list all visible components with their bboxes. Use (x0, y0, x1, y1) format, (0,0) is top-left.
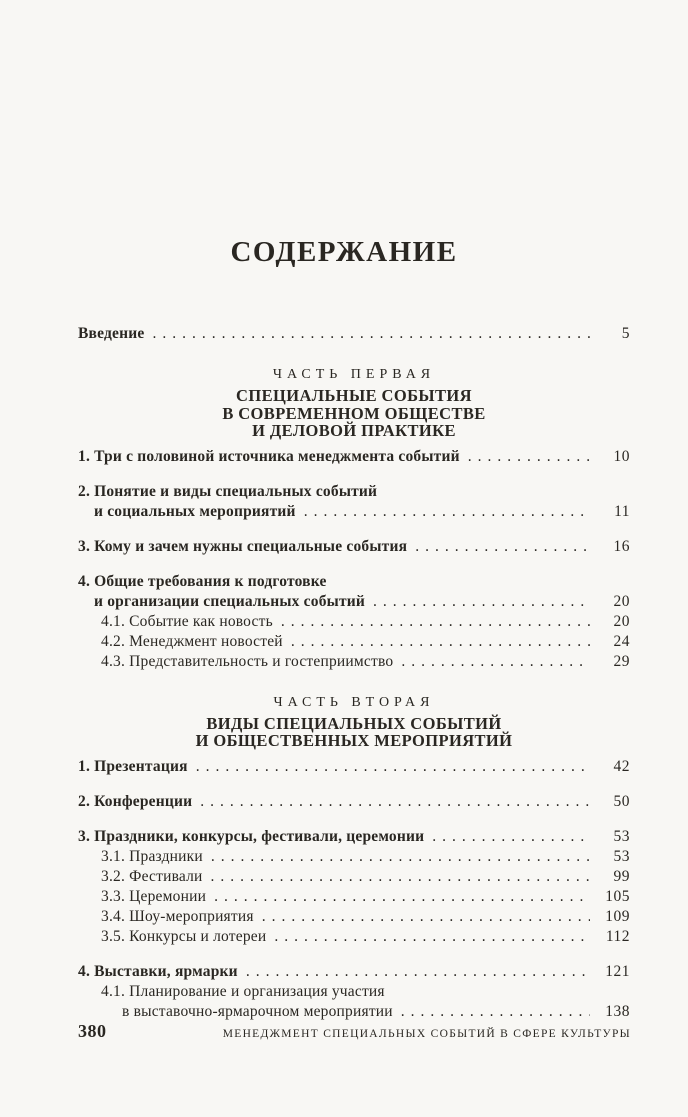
toc-page-number: 53 (613, 827, 630, 845)
part-heading-line: СПЕЦИАЛЬНЫЕ СОБЫТИЯ (236, 386, 472, 405)
dot-leader (401, 652, 590, 672)
toc-page-number: 99 (613, 867, 630, 885)
part-heading-line: В СОВРЕМЕННОМ ОБЩЕСТВЕ (222, 403, 486, 423)
toc-entry (78, 482, 630, 522)
toc-entry (78, 757, 630, 777)
toc-entry-label: 3.1. Праздники (101, 847, 203, 865)
dot-leader (152, 324, 590, 344)
toc-entry-label: 4.3. Представительность и гостеприимство (101, 652, 394, 670)
dot-leader (415, 537, 590, 557)
toc-page-number: 29 (613, 652, 630, 670)
toc-page-number: 138 (605, 1002, 630, 1020)
toc-entry-line (78, 324, 630, 344)
toc-page-number: 53 (613, 847, 630, 865)
toc-entry-label: 3.5. Конкурсы и лотереи (101, 927, 267, 945)
toc-entry (78, 572, 630, 612)
toc-entry-line (78, 592, 630, 612)
toc-entry-label: 1. Презентация (78, 757, 188, 775)
toc-entry-line (78, 927, 630, 947)
toc-entry-line (78, 1002, 630, 1022)
toc-entry-label: 4.1. Событие как новость (101, 612, 273, 630)
toc-entry-line (78, 982, 630, 1002)
toc-entry-label: Введение (78, 325, 145, 342)
part-heading-line: И ОБЩЕСТВЕННЫХ МЕРОПРИЯТИЙ (195, 731, 513, 750)
dot-leader (401, 1002, 590, 1022)
dot-leader (432, 827, 590, 847)
toc-entry-label: 3. Кому и зачем нужны специальные события (78, 537, 408, 555)
toc-entry (78, 447, 630, 467)
toc-entry (78, 827, 630, 847)
part-heading (78, 387, 630, 440)
toc-entry (78, 792, 630, 812)
dot-leader (211, 867, 590, 887)
toc-page-number: 105 (605, 887, 630, 905)
dot-leader (291, 632, 590, 652)
folio-page-number: 380 (78, 1021, 107, 1041)
toc-entry-line (78, 652, 630, 672)
toc-page-number: 5 (621, 325, 630, 342)
page-title: СОДЕРЖАНИЕ (230, 236, 458, 268)
toc-entry-line (78, 447, 630, 467)
toc-entry-line (78, 537, 630, 557)
toc-entry (78, 927, 630, 947)
toc-page-number: 50 (613, 792, 630, 810)
dot-leader (246, 962, 590, 982)
toc-entry-line (78, 572, 630, 592)
toc-page-number: 11 (614, 502, 630, 520)
part-heading (78, 715, 630, 750)
toc-entry-label: 4. Общие требования к подготовке (78, 572, 327, 590)
toc-entry (78, 867, 630, 887)
toc-entry-label: и социальных мероприятий (94, 502, 296, 520)
dot-leader (211, 847, 590, 867)
toc-page-number: 109 (605, 907, 630, 925)
toc-entry (78, 907, 630, 927)
dot-leader (373, 592, 590, 612)
dot-leader (468, 447, 590, 467)
toc-entry-line (78, 887, 630, 907)
toc-entry-label: 3.2. Фестивали (101, 867, 203, 885)
toc-entry-label: 2. Конференции (78, 792, 193, 810)
toc-page-number: 20 (613, 612, 630, 630)
dot-leader (281, 612, 590, 632)
toc-entry-label: 4.2. Менеджмент новостей (101, 632, 283, 650)
part-kicker: ЧАСТЬ ПЕРВАЯ (272, 367, 436, 382)
toc-entry-line (78, 757, 630, 777)
toc-entry (78, 652, 630, 672)
dot-leader (196, 757, 590, 777)
dot-leader (262, 907, 590, 927)
part-kicker: ЧАСТЬ ВТОРАЯ (273, 694, 435, 710)
toc-page-number: 10 (613, 447, 630, 465)
toc-page-number: 20 (613, 592, 630, 610)
toc-entry (78, 537, 630, 557)
toc-entry-line (78, 827, 630, 847)
toc-entry-line (78, 792, 630, 812)
dot-leader (214, 887, 590, 907)
toc-page-number: 42 (613, 757, 630, 775)
page-footer (78, 1021, 631, 1042)
toc-entry-line (78, 612, 630, 632)
part-heading-line: И ДЕЛОВОЙ ПРАКТИКЕ (252, 421, 456, 440)
toc-entry-label: 3. Праздники, конкурсы, фестивали, церемонии (78, 827, 425, 845)
toc-page-number: 24 (613, 632, 630, 650)
dot-leader (200, 792, 590, 812)
toc-entry (78, 887, 630, 907)
dot-leader (304, 502, 590, 522)
toc-entry-label: в выставочно-ярмарочном мероприятии (122, 1002, 393, 1020)
toc-entry (78, 847, 630, 867)
toc-page-number: 112 (605, 927, 630, 945)
toc-entry-line (78, 482, 630, 502)
running-title: МЕНЕДЖМЕНТ СПЕЦИАЛЬНЫХ СОБЫТИЙ В СФЕРЕ КУЛЬТУРЫ (222, 1028, 631, 1040)
toc-entry-line (78, 847, 630, 867)
toc-entry-label: 4.1. Планирование и организация участия (101, 982, 385, 1000)
toc-entry-line (78, 962, 630, 982)
toc-entry-label: 3.3. Церемонии (101, 887, 207, 905)
toc-entry-label: 4. Выставки, ярмарки (78, 962, 238, 980)
toc-entry-label: и организации специальных событий (94, 592, 366, 610)
toc-entry (78, 982, 630, 1022)
toc-entry-line (78, 632, 630, 652)
toc-entry-line (78, 907, 630, 927)
toc-entry-label: 2. Понятие и виды специальных событий (78, 482, 378, 500)
toc-entry (78, 962, 630, 982)
toc-entry-line (78, 867, 630, 887)
part-heading-line: ВИДЫ СПЕЦИАЛЬНЫХ СОБЫТИЙ (206, 713, 502, 733)
toc-page-number: 16 (613, 537, 630, 555)
toc-entry (78, 324, 630, 344)
toc-entry (78, 612, 630, 632)
toc-entry-label: 3.4. Шоу-мероприятия (101, 907, 254, 925)
toc-entry-label: 1. Три с половиной источника менеджмента событий (78, 447, 460, 465)
toc-entry-line (78, 502, 630, 522)
toc-page-number: 121 (605, 962, 630, 980)
toc-body (0, 324, 688, 1022)
dot-leader (274, 927, 590, 947)
toc-entry (78, 632, 630, 652)
